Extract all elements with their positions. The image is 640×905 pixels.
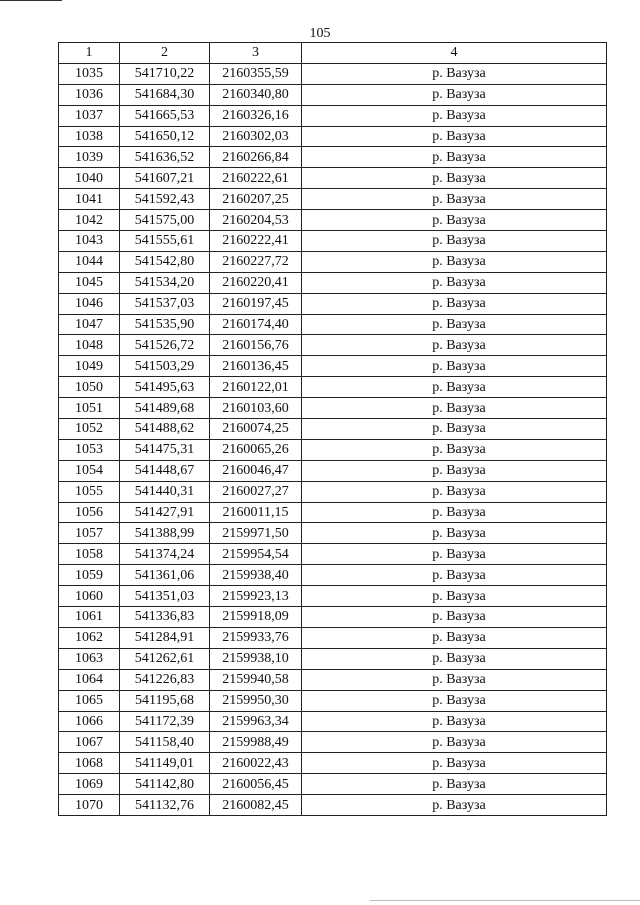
table-row	[59, 753, 607, 774]
cell-point-number: 1068	[59, 753, 120, 774]
cell-description: р. Вазуза	[302, 648, 607, 669]
cell-x-coordinate: 541142,80	[120, 774, 210, 795]
cell-x-coordinate: 541555,61	[120, 231, 210, 252]
table-row	[59, 711, 607, 732]
cell-point-number: 1035	[59, 63, 120, 84]
cell-description: р. Вазуза	[302, 377, 607, 398]
cell-description: р. Вазуза	[302, 147, 607, 168]
table-row	[59, 105, 607, 126]
cell-point-number: 1041	[59, 189, 120, 210]
cell-point-number: 1044	[59, 251, 120, 272]
cell-y-coordinate: 2160103,60	[210, 398, 302, 419]
cell-x-coordinate: 541710,22	[120, 63, 210, 84]
column-header-description: 4	[302, 43, 607, 64]
cell-point-number: 1042	[59, 210, 120, 231]
scan-edge-mark-top	[0, 0, 62, 1]
cell-description: р. Вазуза	[302, 544, 607, 565]
cell-point-number: 1054	[59, 460, 120, 481]
table-row	[59, 502, 607, 523]
cell-y-coordinate: 2160355,59	[210, 63, 302, 84]
cell-x-coordinate: 541503,29	[120, 356, 210, 377]
cell-y-coordinate: 2160156,76	[210, 335, 302, 356]
column-header-x-coordinate: 2	[120, 43, 210, 64]
cell-x-coordinate: 541374,24	[120, 544, 210, 565]
cell-description: р. Вазуза	[302, 732, 607, 753]
cell-x-coordinate: 541427,91	[120, 502, 210, 523]
table-row	[59, 293, 607, 314]
cell-x-coordinate: 541488,62	[120, 419, 210, 440]
cell-description: р. Вазуза	[302, 63, 607, 84]
cell-y-coordinate: 2159988,49	[210, 732, 302, 753]
cell-description: р. Вазуза	[302, 669, 607, 690]
cell-y-coordinate: 2160266,84	[210, 147, 302, 168]
cell-description: р. Вазуза	[302, 627, 607, 648]
cell-description: р. Вазуза	[302, 523, 607, 544]
cell-y-coordinate: 2160220,41	[210, 272, 302, 293]
cell-x-coordinate: 541537,03	[120, 293, 210, 314]
cell-point-number: 1057	[59, 523, 120, 544]
table-row	[59, 251, 607, 272]
cell-description: р. Вазуза	[302, 231, 607, 252]
cell-x-coordinate: 541158,40	[120, 732, 210, 753]
cell-y-coordinate: 2160204,53	[210, 210, 302, 231]
cell-description: р. Вазуза	[302, 84, 607, 105]
cell-point-number: 1049	[59, 356, 120, 377]
cell-point-number: 1055	[59, 481, 120, 502]
cell-point-number: 1063	[59, 648, 120, 669]
cell-y-coordinate: 2160122,01	[210, 377, 302, 398]
table-row	[59, 648, 607, 669]
cell-point-number: 1052	[59, 419, 120, 440]
cell-y-coordinate: 2159971,50	[210, 523, 302, 544]
table-row	[59, 774, 607, 795]
cell-point-number: 1070	[59, 795, 120, 816]
cell-description: р. Вазуза	[302, 586, 607, 607]
cell-x-coordinate: 541592,43	[120, 189, 210, 210]
coordinates-table	[58, 42, 607, 816]
cell-point-number: 1062	[59, 627, 120, 648]
cell-description: р. Вазуза	[302, 481, 607, 502]
cell-y-coordinate: 2159923,13	[210, 586, 302, 607]
cell-point-number: 1053	[59, 439, 120, 460]
scan-edge-mark-bottom	[370, 900, 640, 901]
cell-x-coordinate: 541262,61	[120, 648, 210, 669]
table-row	[59, 63, 607, 84]
cell-description: р. Вазуза	[302, 502, 607, 523]
cell-point-number: 1067	[59, 732, 120, 753]
cell-y-coordinate: 2160056,45	[210, 774, 302, 795]
cell-y-coordinate: 2159950,30	[210, 690, 302, 711]
table-row	[59, 147, 607, 168]
table-row	[59, 732, 607, 753]
table-row	[59, 627, 607, 648]
cell-y-coordinate: 2160326,16	[210, 105, 302, 126]
table-row	[59, 168, 607, 189]
cell-point-number: 1045	[59, 272, 120, 293]
cell-x-coordinate: 541195,68	[120, 690, 210, 711]
cell-y-coordinate: 2160340,80	[210, 84, 302, 105]
cell-y-coordinate: 2159940,58	[210, 669, 302, 690]
table-row	[59, 314, 607, 335]
cell-x-coordinate: 541542,80	[120, 251, 210, 272]
cell-y-coordinate: 2160197,45	[210, 293, 302, 314]
cell-y-coordinate: 2160174,40	[210, 314, 302, 335]
column-header-point-number: 1	[59, 43, 120, 64]
table-row	[59, 669, 607, 690]
cell-point-number: 1065	[59, 690, 120, 711]
cell-y-coordinate: 2160074,25	[210, 419, 302, 440]
table-row	[59, 398, 607, 419]
table-row	[59, 586, 607, 607]
table-row	[59, 481, 607, 502]
cell-x-coordinate: 541535,90	[120, 314, 210, 335]
cell-y-coordinate: 2160022,43	[210, 753, 302, 774]
cell-description: р. Вазуза	[302, 168, 607, 189]
table-row	[59, 377, 607, 398]
cell-description: р. Вазуза	[302, 189, 607, 210]
cell-x-coordinate: 541489,68	[120, 398, 210, 419]
cell-x-coordinate: 541388,99	[120, 523, 210, 544]
cell-y-coordinate: 2160136,45	[210, 356, 302, 377]
table-row	[59, 272, 607, 293]
cell-description: р. Вазуза	[302, 105, 607, 126]
cell-y-coordinate: 2159938,10	[210, 648, 302, 669]
cell-description: р. Вазуза	[302, 690, 607, 711]
cell-description: р. Вазуза	[302, 753, 607, 774]
table-row	[59, 126, 607, 147]
cell-description: р. Вазуза	[302, 565, 607, 586]
cell-point-number: 1060	[59, 586, 120, 607]
cell-x-coordinate: 541475,31	[120, 439, 210, 460]
table-row	[59, 189, 607, 210]
page-number: 105	[309, 26, 331, 41]
cell-y-coordinate: 2160302,03	[210, 126, 302, 147]
cell-point-number: 1056	[59, 502, 120, 523]
cell-y-coordinate: 2159954,54	[210, 544, 302, 565]
cell-description: р. Вазуза	[302, 293, 607, 314]
cell-point-number: 1038	[59, 126, 120, 147]
cell-y-coordinate: 2160082,45	[210, 795, 302, 816]
cell-x-coordinate: 541607,21	[120, 168, 210, 189]
cell-description: р. Вазуза	[302, 607, 607, 628]
cell-x-coordinate: 541495,63	[120, 377, 210, 398]
cell-point-number: 1050	[59, 377, 120, 398]
cell-point-number: 1048	[59, 335, 120, 356]
cell-y-coordinate: 2159963,34	[210, 711, 302, 732]
table-row	[59, 565, 607, 586]
cell-y-coordinate: 2160011,15	[210, 502, 302, 523]
cell-x-coordinate: 541132,76	[120, 795, 210, 816]
cell-description: р. Вазуза	[302, 398, 607, 419]
cell-point-number: 1047	[59, 314, 120, 335]
table-row	[59, 523, 607, 544]
cell-y-coordinate: 2160065,26	[210, 439, 302, 460]
column-header-y-coordinate: 3	[210, 43, 302, 64]
cell-description: р. Вазуза	[302, 439, 607, 460]
cell-description: р. Вазуза	[302, 126, 607, 147]
cell-y-coordinate: 2160207,25	[210, 189, 302, 210]
cell-description: р. Вазуза	[302, 460, 607, 481]
table-row	[59, 460, 607, 481]
table-row	[59, 419, 607, 440]
cell-x-coordinate: 541526,72	[120, 335, 210, 356]
cell-y-coordinate: 2160222,61	[210, 168, 302, 189]
cell-point-number: 1036	[59, 84, 120, 105]
cell-y-coordinate: 2160046,47	[210, 460, 302, 481]
cell-x-coordinate: 541351,03	[120, 586, 210, 607]
cell-x-coordinate: 541534,20	[120, 272, 210, 293]
table-row	[59, 356, 607, 377]
cell-x-coordinate: 541284,91	[120, 627, 210, 648]
cell-y-coordinate: 2160027,27	[210, 481, 302, 502]
cell-x-coordinate: 541684,30	[120, 84, 210, 105]
table-row	[59, 607, 607, 628]
cell-point-number: 1040	[59, 168, 120, 189]
cell-y-coordinate: 2159933,76	[210, 627, 302, 648]
cell-point-number: 1058	[59, 544, 120, 565]
cell-description: р. Вазуза	[302, 272, 607, 293]
cell-point-number: 1064	[59, 669, 120, 690]
cell-x-coordinate: 541226,83	[120, 669, 210, 690]
cell-point-number: 1043	[59, 231, 120, 252]
cell-x-coordinate: 541440,31	[120, 481, 210, 502]
cell-x-coordinate: 541172,39	[120, 711, 210, 732]
cell-x-coordinate: 541665,53	[120, 105, 210, 126]
table-row	[59, 544, 607, 565]
cell-point-number: 1046	[59, 293, 120, 314]
cell-x-coordinate: 541650,12	[120, 126, 210, 147]
cell-x-coordinate: 541149,01	[120, 753, 210, 774]
cell-point-number: 1059	[59, 565, 120, 586]
cell-y-coordinate: 2159938,40	[210, 565, 302, 586]
cell-point-number: 1039	[59, 147, 120, 168]
table-row	[59, 439, 607, 460]
cell-description: р. Вазуза	[302, 314, 607, 335]
cell-description: р. Вазуза	[302, 335, 607, 356]
cell-description: р. Вазуза	[302, 419, 607, 440]
cell-y-coordinate: 2160227,72	[210, 251, 302, 272]
cell-x-coordinate: 541575,00	[120, 210, 210, 231]
cell-description: р. Вазуза	[302, 711, 607, 732]
table-row	[59, 210, 607, 231]
cell-y-coordinate: 2160222,41	[210, 231, 302, 252]
cell-x-coordinate: 541448,67	[120, 460, 210, 481]
table-row	[59, 795, 607, 816]
table-row	[59, 335, 607, 356]
table-row	[59, 84, 607, 105]
cell-x-coordinate: 541361,06	[120, 565, 210, 586]
cell-point-number: 1069	[59, 774, 120, 795]
table-header-row	[59, 43, 607, 64]
cell-point-number: 1051	[59, 398, 120, 419]
cell-description: р. Вазуза	[302, 795, 607, 816]
cell-x-coordinate: 541636,52	[120, 147, 210, 168]
cell-description: р. Вазуза	[302, 210, 607, 231]
cell-point-number: 1061	[59, 607, 120, 628]
cell-description: р. Вазуза	[302, 251, 607, 272]
table-row	[59, 690, 607, 711]
cell-point-number: 1066	[59, 711, 120, 732]
cell-description: р. Вазуза	[302, 774, 607, 795]
cell-y-coordinate: 2159918,09	[210, 607, 302, 628]
cell-x-coordinate: 541336,83	[120, 607, 210, 628]
table-row	[59, 231, 607, 252]
cell-point-number: 1037	[59, 105, 120, 126]
cell-description: р. Вазуза	[302, 356, 607, 377]
table-body	[59, 63, 607, 815]
